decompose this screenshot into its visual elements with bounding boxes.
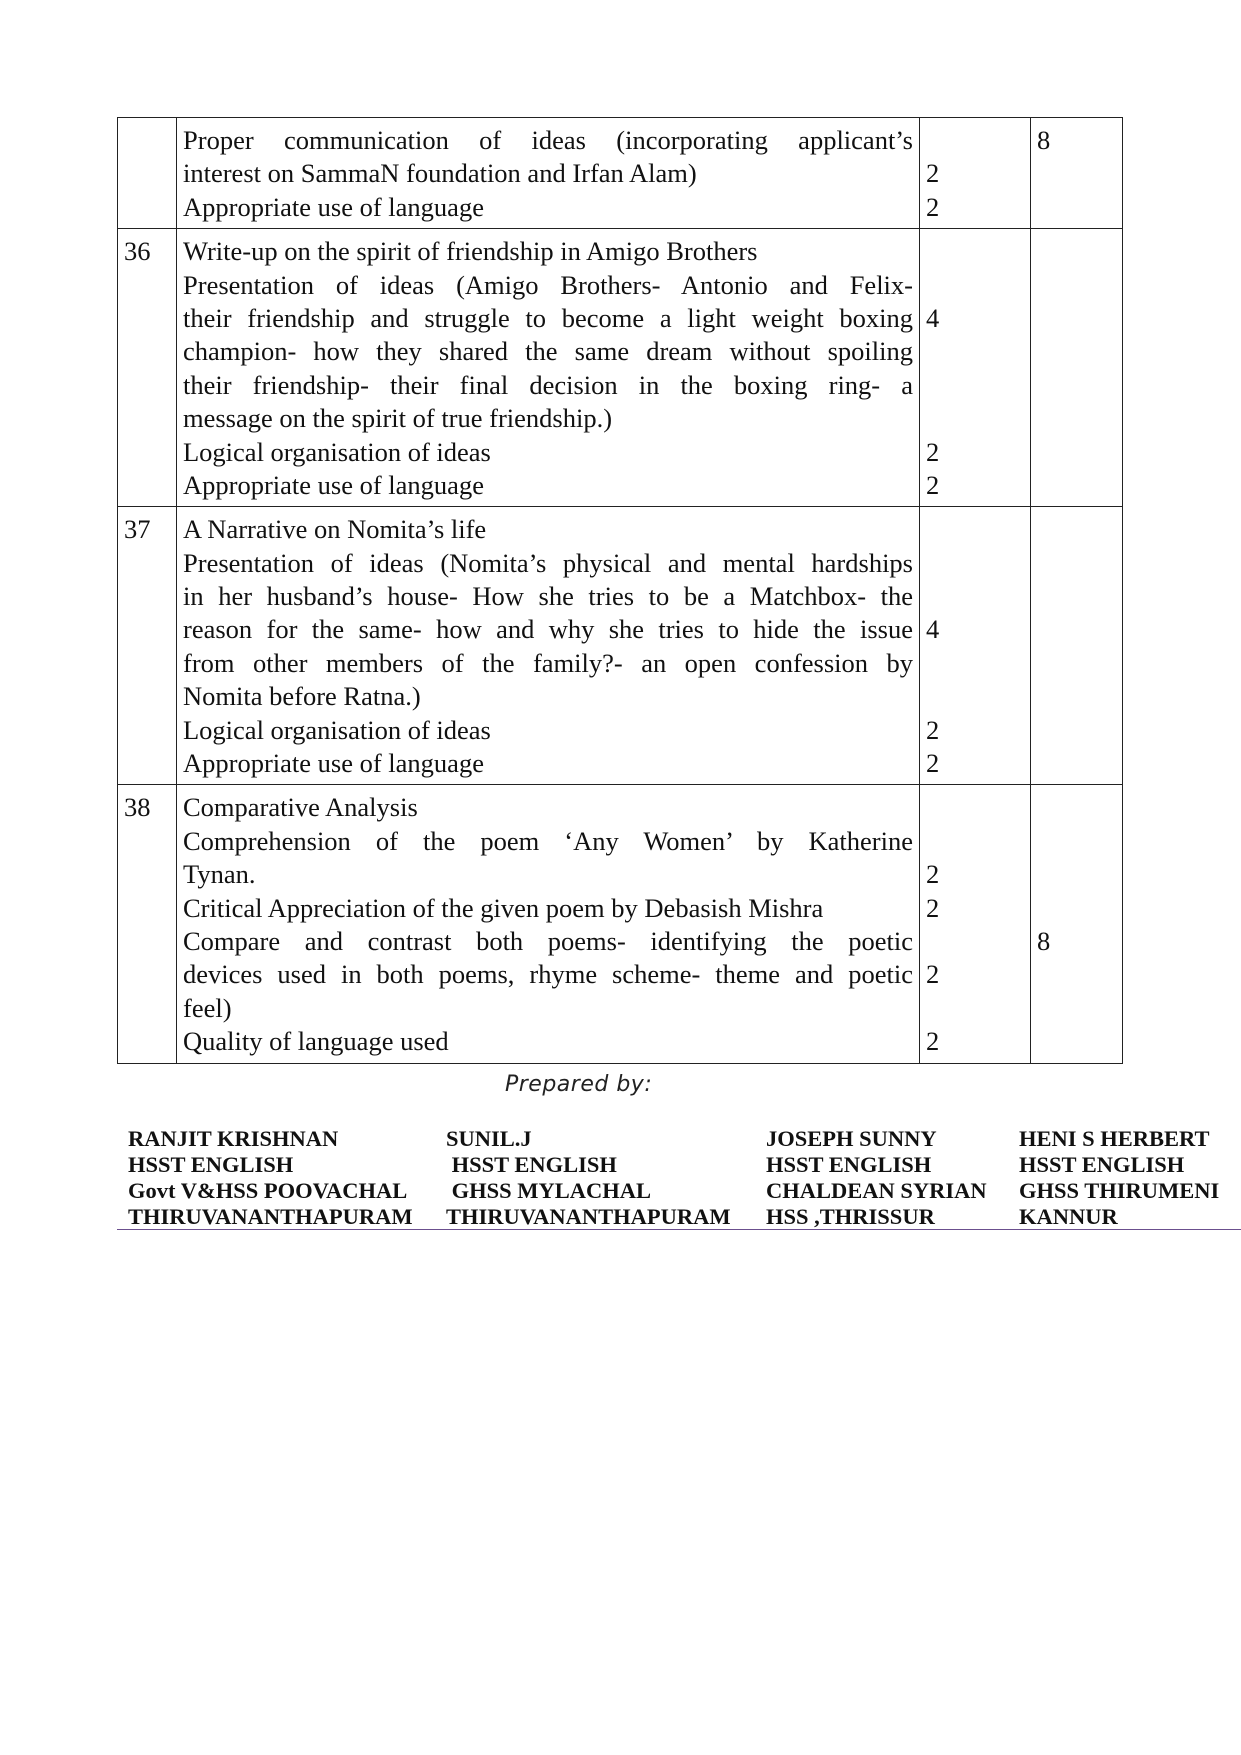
sub-mark: [926, 925, 1024, 958]
sub-mark: [926, 647, 1024, 680]
sub-mark: [926, 369, 1024, 402]
sub-mark: 2: [926, 748, 940, 779]
preparer-school: GHSS THIRUMENI: [1019, 1178, 1220, 1203]
criteria-line: Critical Appreciation of the given poem by Debasish Mishra: [183, 892, 824, 923]
criteria-line: A Narrative on Nomita’s life: [183, 514, 487, 545]
criteria-line: reason for the same- how and why she tries to hide the issue: [183, 614, 913, 645]
criteria-line: Comprehension of the poem ‘Any Women’ by Katherine: [183, 825, 913, 856]
preparers-list: [128, 1126, 1238, 1230]
question-number: 36: [118, 229, 177, 507]
total-spacer: [1037, 791, 1116, 824]
sub-mark: 4: [926, 614, 940, 645]
sub-mark: 2: [926, 959, 940, 990]
sub-mark: 2: [926, 859, 940, 890]
criteria-line: their friendship- their final decision in the boxing ring- a: [183, 369, 913, 400]
criteria-cell: [177, 229, 920, 507]
criteria-line: their friendship and struggle to become a light weight boxing: [183, 302, 913, 333]
sub-mark: 2: [926, 714, 940, 745]
criteria-line: Presentation of ideas (Nomita’s physical and mental hardships: [183, 547, 913, 578]
total-marks-cell: [1031, 785, 1123, 1063]
sub-mark: [926, 513, 1024, 546]
sub-mark: [926, 680, 1024, 713]
criteria-line: message on the spirit of true friendship.): [183, 403, 613, 434]
total-spacer: [1037, 892, 1116, 925]
preparer: [766, 1126, 1019, 1230]
sub-mark: [926, 791, 1024, 824]
preparer-role: HSST ENGLISH: [128, 1152, 294, 1177]
preparer: [128, 1126, 446, 1230]
sub-mark: 4: [926, 302, 940, 333]
prepared-by-label: Prepared by:: [505, 1072, 653, 1097]
sub-mark: 2: [926, 191, 940, 222]
criteria-line: Presentation of ideas (Amigo Brothers- Antonio and Felix-: [183, 269, 913, 300]
preparer-place: KANNUR: [1019, 1204, 1118, 1229]
criteria-line: champion- how they shared the same dream without spoiling: [183, 336, 913, 367]
total-mark: 8: [1037, 925, 1051, 956]
footer-divider: [117, 1229, 1241, 1230]
criteria-line: Nomita before Ratna.): [183, 681, 421, 712]
sub-mark: [926, 235, 1024, 268]
sub-mark: [926, 124, 1024, 157]
criteria-line: Tynan.: [183, 859, 256, 890]
criteria-cell: [177, 785, 920, 1063]
total-mark: [1037, 235, 1116, 268]
preparer-name: SUNIL.J: [446, 1126, 532, 1151]
total-spacer: [1037, 858, 1116, 891]
preparer-role: HSST ENGLISH: [766, 1152, 932, 1177]
sub-marks-cell: [920, 507, 1031, 785]
question-number: 37: [118, 507, 177, 785]
total-mark: 8: [1037, 125, 1051, 155]
sub-marks-cell: [920, 785, 1031, 1063]
preparer-place: THIRUVANANTHAPURAM: [128, 1204, 413, 1229]
criteria-cell: [177, 118, 920, 229]
preparer-place: HSS ,THRISSUR: [766, 1204, 935, 1229]
criteria-line: Appropriate use of language: [183, 191, 484, 222]
sub-mark: [926, 547, 1024, 580]
criteria-line: Comparative Analysis: [183, 792, 418, 823]
criteria-line: Logical organisation of ideas: [183, 436, 491, 467]
sub-marks-cell: [920, 229, 1031, 507]
preparer-role: HSST ENGLISH: [446, 1152, 617, 1177]
scoring-table: [117, 117, 1123, 1064]
criteria-line: devices used in both poems, rhyme scheme- theme and poetic: [183, 959, 913, 990]
sub-marks-cell: [920, 118, 1031, 229]
sub-mark: [926, 335, 1024, 368]
table-row: [118, 785, 1123, 1063]
preparer-name: HENI S HERBERT: [1019, 1126, 1210, 1151]
sub-mark: [926, 992, 1024, 1025]
sub-mark: 2: [926, 892, 940, 923]
question-number: [118, 118, 177, 229]
criteria-line: in her husband’s house- How she tries to be a Matchbox- the: [183, 581, 913, 612]
question-number: 38: [118, 785, 177, 1063]
sub-mark: [926, 269, 1024, 302]
total-marks-cell: [1031, 229, 1123, 507]
sub-mark: 2: [926, 436, 940, 467]
preparer: [446, 1126, 766, 1230]
criteria-cell: [177, 507, 920, 785]
preparer-name: RANJIT KRISHNAN: [128, 1126, 339, 1151]
sub-mark: 2: [926, 158, 940, 189]
criteria-line: Write-up on the spirit of friendship in Amigo Brothers: [183, 236, 758, 267]
sub-mark: 2: [926, 469, 940, 500]
criteria-line: Logical organisation of ideas: [183, 714, 491, 745]
sub-mark: [926, 580, 1024, 613]
scoring-table-body: [118, 118, 1123, 1064]
criteria-line: Appropriate use of language: [183, 748, 484, 779]
preparer-name: JOSEPH SUNNY: [766, 1126, 937, 1151]
total-marks-cell: [1031, 507, 1123, 785]
table-row: [118, 118, 1123, 229]
total-mark: [1037, 513, 1116, 546]
total-marks-cell: [1031, 118, 1123, 229]
preparer: [1019, 1126, 1238, 1230]
criteria-line: from other members of the family?- an open confession by: [183, 647, 913, 678]
preparer-school: Govt V&HSS POOVACHAL: [128, 1178, 408, 1203]
criteria-line: feel): [183, 992, 232, 1023]
table-row: [118, 229, 1123, 507]
criteria-line: Compare and contrast both poems- identifying the poetic: [183, 925, 913, 956]
sub-mark: [926, 402, 1024, 435]
sub-mark: [926, 825, 1024, 858]
criteria-line: Appropriate use of language: [183, 469, 484, 500]
criteria-line: Proper communication of ideas (incorporating applicant’s: [183, 125, 913, 155]
table-row: [118, 507, 1123, 785]
sub-mark: 2: [926, 1026, 940, 1057]
preparer-school: GHSS MYLACHAL: [446, 1178, 652, 1203]
preparer-school: CHALDEAN SYRIAN: [766, 1178, 987, 1203]
preparer-place: THIRUVANANTHAPURAM: [446, 1204, 731, 1229]
total-spacer: [1037, 825, 1116, 858]
criteria-line: Quality of language used: [183, 1026, 449, 1057]
preparer-role: HSST ENGLISH: [1019, 1152, 1185, 1177]
criteria-line: interest on SammaN foundation and Irfan Alam): [183, 158, 697, 189]
